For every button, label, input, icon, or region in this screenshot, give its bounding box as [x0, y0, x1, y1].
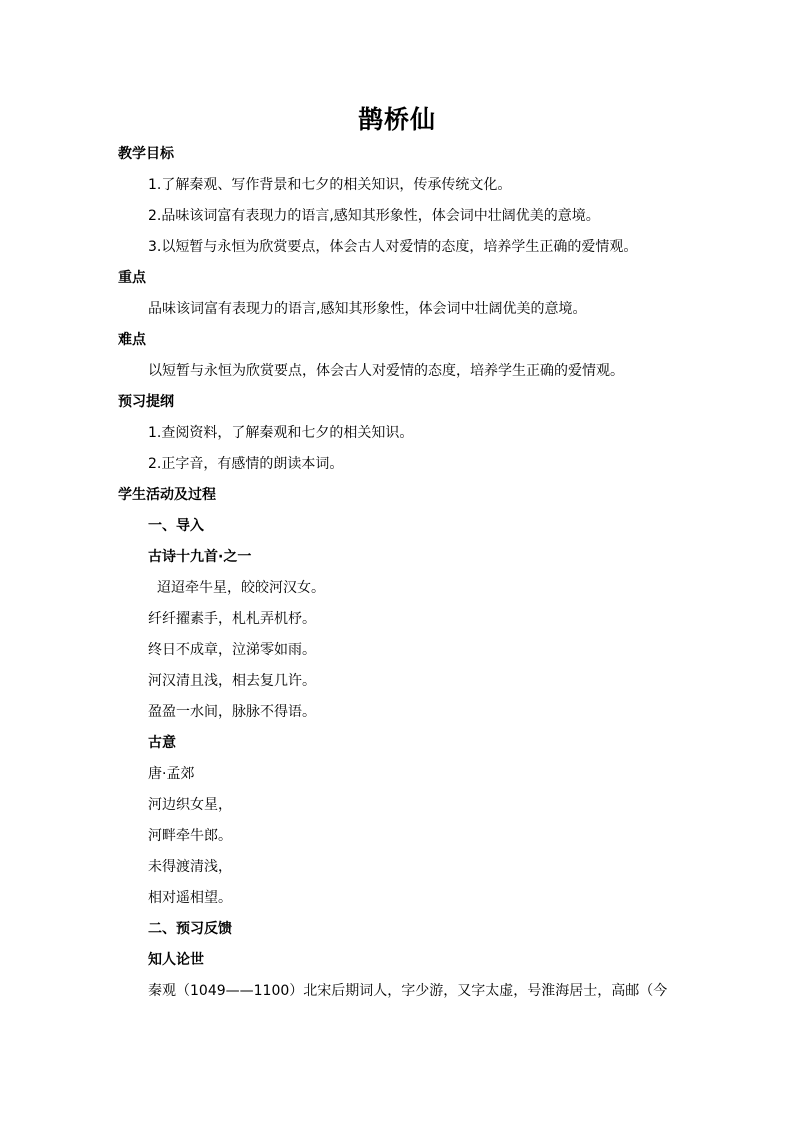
text-line: 1.查阅资料，了解秦观和七夕的相关知识。	[148, 425, 414, 441]
text-line: 终日不成章，泣涕零如雨。	[148, 642, 316, 658]
text-line: 秦观（1049——1100）北宋后期词人，字少游，又字太虚，号淮海居士，高邮（今	[148, 983, 668, 999]
section-heading: 二、预习反馈	[148, 921, 232, 937]
text-line: 河汉清且浅，相去复几许。	[148, 673, 316, 689]
text-line: 1.了解秦观、写作背景和七夕的相关知识，传承传统文化。	[148, 177, 512, 193]
section-heading: 一、导入	[148, 518, 204, 534]
section-heading: 重点	[118, 270, 146, 286]
section-heading: 古意	[148, 735, 176, 751]
page-title: 鹊桥仙	[357, 105, 436, 134]
section-heading: 知人论世	[148, 952, 204, 968]
text-line: 2.品味该词富有表现力的语言,感知其形象性，体会词中壮阔优美的意境。	[148, 208, 600, 224]
text-line: 2.正字音，有感情的朗读本词。	[148, 456, 344, 472]
section-heading: 难点	[118, 332, 146, 348]
section-heading: 学生活动及过程	[118, 487, 216, 503]
section-heading: 古诗十九首·之一	[148, 549, 252, 565]
text-line: 迢迢牵牛星，皎皎河汉女。	[157, 580, 325, 596]
text-line: 河畔牵牛郎。	[148, 828, 232, 844]
text-line: 以短暂与永恒为欣赏要点，体会古人对爱情的态度，培养学生正确的爱情观。	[148, 363, 624, 379]
section-heading: 预习提纲	[118, 394, 174, 410]
section-heading: 教学目标	[118, 146, 174, 162]
text-line: 3.以短暂与永恒为欣赏要点，体会古人对爱情的态度，培养学生正确的爱情观。	[148, 239, 638, 255]
text-line: 河边织女星，	[148, 797, 232, 813]
text-line: 纤纤擢素手，札札弄机杼。	[148, 611, 316, 627]
text-line: 相对遥相望。	[148, 890, 232, 906]
text-line: 唐·孟郊	[148, 766, 195, 782]
text-line: 未得渡清浅，	[148, 859, 232, 875]
text-line: 品味该词富有表现力的语言,感知其形象性，体会词中壮阔优美的意境。	[148, 301, 587, 317]
text-line: 盈盈一水间，脉脉不得语。	[148, 704, 316, 720]
